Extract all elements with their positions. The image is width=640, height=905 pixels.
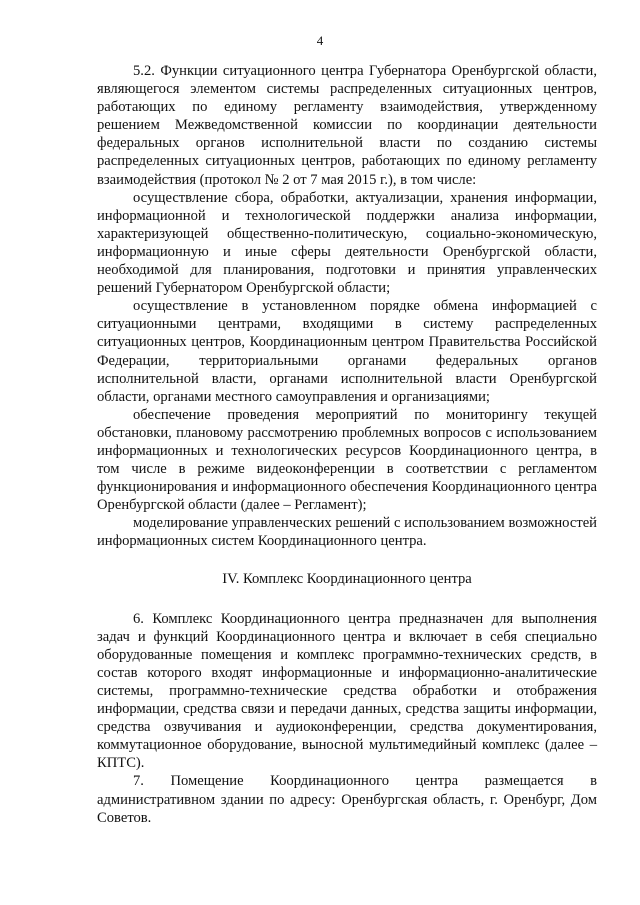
paragraph-7: 7. Помещение Координационного центра размещается в административном здании по адресу: Оренбургская область, г. Оренбург, Дом Советов. <box>97 773 597 826</box>
list-item-modeling: моделирование управленческих решений с использованием возможностей информационных систем Координационного центра. <box>97 515 597 550</box>
page-number: 4 <box>316 33 324 48</box>
paragraph-6: 6. Комплекс Координационного центра предназначен для выполнения задач и функций Координационного центра и включает в себя специально оборудованные помещения и комплекс программно-технических средств, в состав которого входят информационные и информационно-аналитические системы, программно-технические средства обработки и отображения информации, средства связи и передачи данных, средства защиты информации, средства озвучивания и аудиоконференции, средства документирования, коммутационное оборудование, выносной мультимедийный комплекс (далее – КПТС). <box>97 610 597 772</box>
paragraph-5-2: 5.2. Функции ситуационного центра Губернатора Оренбургской области, являющегося элементом системы распределенных ситуационных центров, работающих по единому регламенту взаимодействия, утвержденному решением Межведомственной комиссии по координации деятельности федеральных органов исполнительной власти по созданию системы распределенных ситуационных центров, работающих по единому регламенту взаимодействия (протокол № 2 от 7 мая 2015 г.), в том числе: <box>97 63 597 188</box>
section-heading: IV. Комплекс Координационного центра <box>222 570 472 587</box>
list-item-info-collection: осуществление сбора, обработки, актуализации, хранения информации, информационной и технологической поддержки анализа информации, характеризующей общественно-политическую, социально-экономическую, информационную и иные сферы деятельности Оренбургской области, необходимой для планирования, подготовки и принятия управленческих решений Губернатором Оренбургской области; <box>97 189 597 297</box>
list-item-monitoring: обеспечение проведения мероприятий по мониторингу текущей обстановки, плановому рассмотрению проблемных вопросов с использованием информационных и технологических ресурсов Координационного центра, в том числе в режиме видеоконференции в соответствии с регламентом функционирования и информационного обеспечения Координационного центра Оренбургской области (далее – Регламент); <box>97 406 597 514</box>
list-item-info-exchange: осуществление в установленном порядке обмена информацией с ситуационными центрами, входящими в систему распределенных ситуационных центров, Координационным центром Правительства Российской Федерации, территориальными органами федеральных органов исполнительной власти, органами исполнительной власти Оренбургской области, органами местного самоуправления и организациями; <box>97 298 597 405</box>
document-body <box>97 62 597 827</box>
